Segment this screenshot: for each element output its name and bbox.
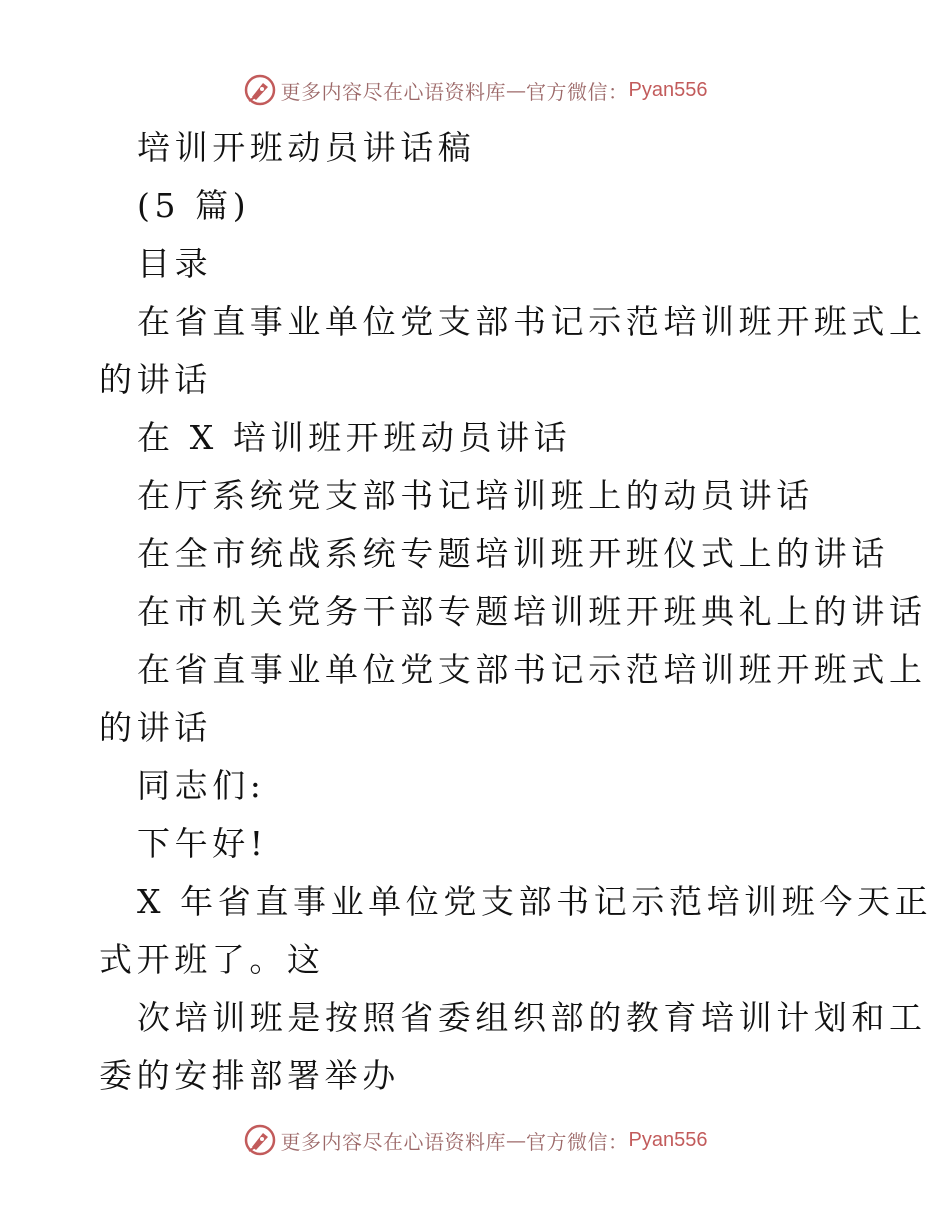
wechat-id: Pyan556 (628, 78, 708, 101)
toc-item: 在市机关党务干部专题培训班开班典礼上的讲话 (137, 592, 927, 631)
paragraph-line: X 年省直事业单位党支部书记示范培训班今天正 (137, 882, 933, 921)
paragraph-line: 次培训班是按照省委组织部的教育培训计划和工 (137, 998, 927, 1037)
paragraph-line: 委的安排部署举办 (99, 1056, 400, 1095)
wechat-id: Pyan556 (628, 1128, 708, 1151)
banner-text: 更多内容尽在心语资料库 (280, 79, 507, 104)
toc-item: 在 X 培训班开班动员讲话 (137, 418, 572, 457)
header-banner (0, 70, 950, 110)
greeting: 下午好! (137, 824, 268, 863)
banner-dash: — (506, 78, 527, 102)
banner-dash: — (506, 1128, 527, 1152)
document-title: 培训开班动员讲话稿 (137, 128, 476, 167)
salutation: 同志们: (137, 766, 266, 805)
pen-nib-logo-icon (243, 1123, 277, 1157)
toc-heading: 目录 (137, 244, 213, 283)
footer-banner (0, 1120, 950, 1160)
toc-item: 在全市统战系统专题培训班开班仪式上的讲话 (137, 534, 889, 573)
paragraph-line: 式开班了。这 (99, 940, 325, 979)
banner-text: 更多内容尽在心语资料库 (280, 1129, 507, 1154)
wechat-label: 官方微信： (526, 1129, 629, 1154)
wechat-label: 官方微信： (526, 79, 629, 104)
toc-item-continuation: 的讲话 (99, 360, 212, 399)
document-body (0, 119, 950, 1105)
toc-item: 在厅系统党支部书记培训班上的动员讲话 (137, 476, 814, 515)
toc-item: 在省直事业单位党支部书记示范培训班开班式上 (137, 302, 927, 341)
speech-title-continuation: 的讲话 (99, 708, 212, 747)
pen-nib-logo-icon (243, 73, 277, 107)
speech-title: 在省直事业单位党支部书记示范培训班开班式上 (137, 650, 927, 689)
article-count: (5 篇) (137, 186, 251, 225)
